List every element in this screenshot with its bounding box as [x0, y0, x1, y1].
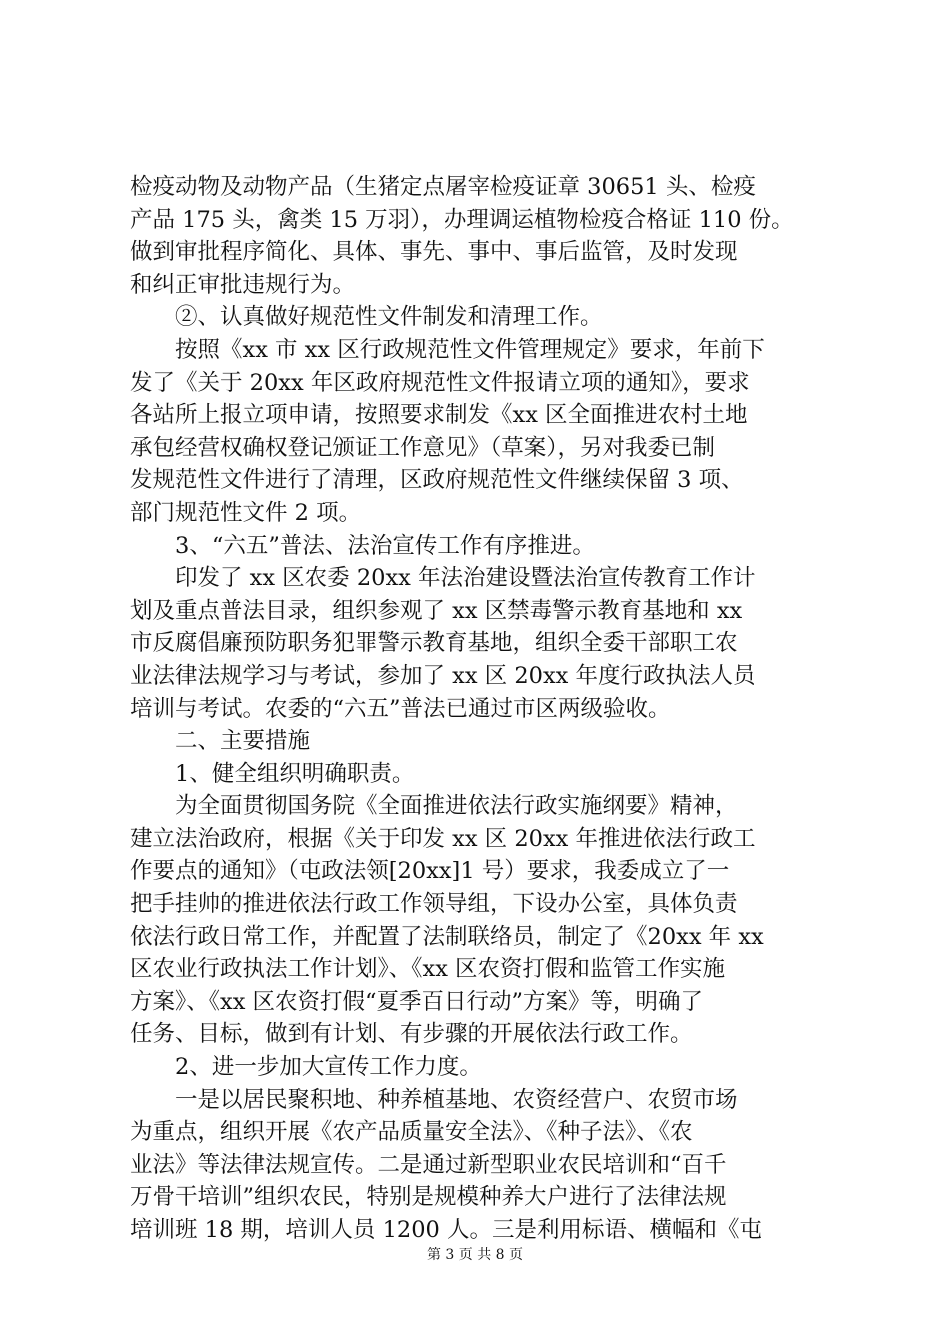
text-line: 培训班 18 期，培训人员 1200 人。三是利用标语、横幅和《屯 — [130, 1217, 763, 1243]
section-heading-line: 二、主要措施 — [130, 728, 311, 755]
text-line: 业法》等法律法规宣传。二是通过新型职业农民培训和“百千 — [130, 1151, 727, 1178]
text-line: 万骨干培训”组织农民，特别是规模种养大户进行了法律法规 — [130, 1184, 727, 1211]
page-number-footer: 第 3 页 共 8 页 — [426, 1247, 524, 1263]
text-line: 发规范性文件进行了清理，区政府规范性文件继续保留 3 项、 — [130, 467, 744, 494]
subheading-line: 2、进一步加大宣传工作力度。 — [130, 1054, 482, 1081]
text-line: 任务、目标，做到有计划、有步骤的开展依法行政工作。 — [130, 1021, 693, 1048]
text-line: 产品 175 头，禽类 15 万羽），办理调运植物检疫合格证 110 份。 — [130, 206, 794, 233]
text-line: 发了《关于 20xx 年区政府规范性文件报请立项的通知》，要求 — [130, 369, 750, 396]
text-line: 市反腐倡廉预防职务犯罪警示教育基地，组织全委干部职工农 — [130, 630, 738, 657]
text-line: 和纠正审批违规行为。 — [130, 271, 356, 298]
text-line: 检疫动物及动物产品（生猪定点屠宰检疫证章 30651 头、检疫 — [130, 174, 756, 200]
text-line: 印发了 xx 区农委 20xx 年法治建设暨法治宣传教育工作计 — [130, 565, 756, 592]
text-line: 各站所上报立项申请，按照要求制发《xx 区全面推进农村土地 — [130, 402, 748, 429]
subheading-line: ②、认真做好规范性文件制发和清理工作。 — [130, 304, 603, 331]
subheading-line: 3、“六五”普法、法治宣传工作有序推进。 — [130, 532, 595, 559]
text-line: 承包经营权确权登记颁证工作意见》（草案），另对我委已制 — [130, 434, 716, 461]
text-line: 按照《xx 市 xx 区行政规范性文件管理规定》要求，年前下 — [130, 336, 765, 363]
text-line: 方案》、《xx 区农资打假“夏季百日行动”方案》等，明确了 — [130, 988, 704, 1015]
text-line: 作要点的通知》（屯政法领[20xx]1 号）要求，我委成立了一 — [130, 858, 730, 885]
text-line: 部门规范性文件 2 项。 — [130, 499, 362, 526]
text-line: 为重点，组织开展《农产品质量安全法》、《种子法》、《农 — [130, 1119, 693, 1146]
text-line: 做到审批程序简化、具体、事先、事中、事后监管，及时发现 — [130, 239, 738, 266]
body-text — [130, 171, 830, 1247]
text-line: 建立法治政府，根据《关于印发 xx 区 20xx 年推进依法行政工 — [130, 825, 756, 852]
text-line: 区农业行政执法工作计划》、《xx 区农资打假和监管工作实施 — [130, 956, 726, 983]
text-line: 一是以居民聚积地、种养植基地、农资经营户、农贸市场 — [130, 1086, 738, 1113]
text-line: 划及重点普法目录，组织参观了 xx 区禁毒警示教育基地和 xx — [130, 597, 743, 624]
subheading-line: 1、健全组织明确职责。 — [130, 760, 415, 787]
text-line: 把手挂帅的推进依法行政工作领导组，下设办公室，具体负责 — [130, 891, 738, 918]
text-line: 培训与考试。农委的“六五”普法已通过市区两级验收。 — [130, 695, 671, 722]
text-line: 为全面贯彻国务院《全面推进依法行政实施纲要》精神， — [130, 793, 738, 820]
text-line: 依法行政日常工作，并配置了法制联络员，制定了《20xx 年 xx — [130, 923, 764, 950]
text-line: 业法律法规学习与考试，参加了 xx 区 20xx 年度行政执法人员 — [130, 662, 756, 689]
